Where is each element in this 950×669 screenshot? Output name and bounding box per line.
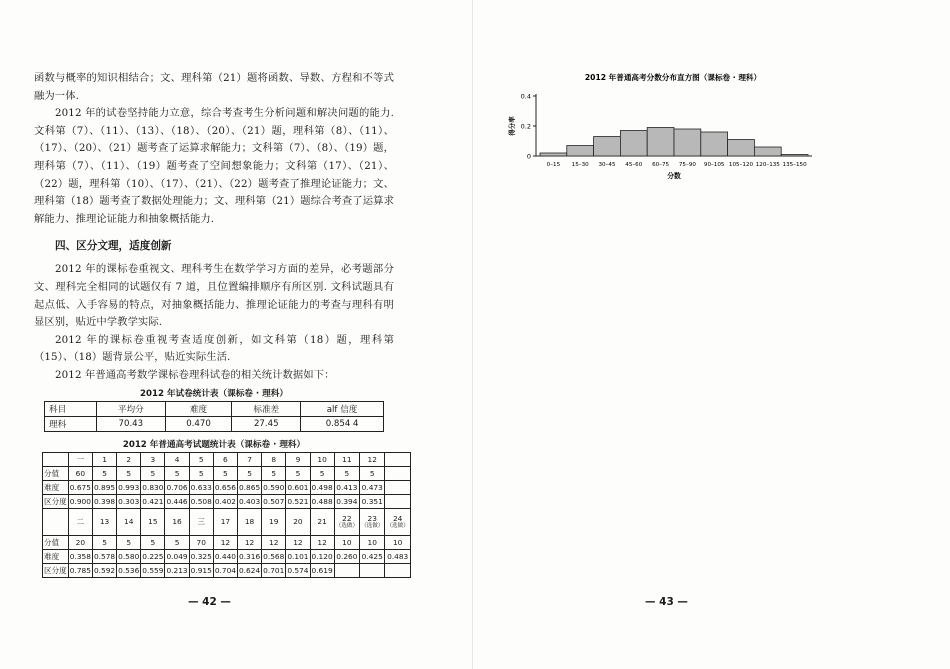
cell-value: 19 <box>269 517 279 526</box>
table-row <box>43 535 411 549</box>
cell-value: 5 <box>247 468 252 478</box>
cell-value: 0.483 <box>387 551 409 561</box>
empty-cell <box>385 452 410 466</box>
cell-value: 11 <box>342 454 352 464</box>
cell-value: 0.425 <box>361 551 383 561</box>
table-cell <box>141 466 165 480</box>
cell-value: 23 <box>367 513 377 523</box>
table-cell <box>286 508 310 535</box>
table-cell <box>262 480 286 494</box>
histogram-bar <box>754 147 781 156</box>
table-cell <box>286 563 310 577</box>
cell-value: 0.675 <box>69 482 91 492</box>
table-cell <box>213 466 237 480</box>
table-cell <box>237 549 261 563</box>
cell-value: 0.498 <box>311 482 333 492</box>
table-cell <box>92 452 116 466</box>
table-header-cell: 难度 <box>165 401 232 416</box>
cell-value: 5 <box>198 454 204 464</box>
table-cell <box>165 480 189 494</box>
y-tick-label: 0 <box>526 152 531 161</box>
cell-value: 0.900 <box>69 496 91 506</box>
cell-value: 0.260 <box>336 551 358 561</box>
cell-value: 1 <box>102 454 107 464</box>
x-tick-label: 105–120 <box>728 162 754 168</box>
x-tick-label: 15–30 <box>571 162 589 168</box>
section-heading: 四、区分文理，适度创新 <box>55 240 172 253</box>
table-caption: 2012 年试卷统计表（课标卷 · 理科） <box>140 388 288 399</box>
table-header-cell: 科目 <box>45 401 97 416</box>
histogram-bar <box>567 146 594 157</box>
cell-value: 三 <box>197 517 205 526</box>
table-cell <box>310 549 334 563</box>
cell-value: 0.701 <box>263 565 285 575</box>
cell-note: （选做） <box>361 522 384 529</box>
table-cell <box>213 535 237 549</box>
empty-cell <box>385 480 410 494</box>
table-cell <box>165 466 189 480</box>
table-cell <box>334 535 359 549</box>
y-tick-label: 0.4 <box>520 92 531 101</box>
cell-value: 0.120 <box>311 551 333 561</box>
cell-value: 60 <box>75 468 86 478</box>
cell-value: 5 <box>295 468 301 478</box>
table-cell <box>310 494 334 508</box>
cell-value: 5 <box>126 537 132 547</box>
table-cell <box>262 452 286 466</box>
table-row <box>43 549 411 563</box>
table-cell <box>141 549 165 563</box>
table-cell <box>213 494 237 508</box>
table-cell <box>141 563 165 577</box>
cell-value: 0.101 <box>287 551 309 561</box>
table-cell <box>189 480 213 494</box>
table-caption: 2012 年普通高考试题统计表（课标卷 · 理科） <box>122 439 306 450</box>
cell-value: 5 <box>174 468 180 478</box>
table-cell <box>213 480 237 494</box>
cell-value: 0.402 <box>214 496 236 506</box>
row-label: 区分度 <box>43 563 69 577</box>
cell-value: 17 <box>220 517 231 526</box>
cell-value: 5 <box>198 468 204 478</box>
table-cell <box>310 535 334 549</box>
cell-value: 5 <box>223 468 228 478</box>
table-cell <box>189 535 213 549</box>
cell-value: 5 <box>126 468 132 478</box>
cell-value: 2 <box>126 454 132 464</box>
table-cell <box>286 452 310 466</box>
histogram-bar <box>540 153 567 156</box>
table-cell <box>165 563 189 577</box>
cell-value: 0.394 <box>336 496 358 506</box>
histogram-bar <box>701 132 728 156</box>
row-label: 难度 <box>43 549 69 563</box>
row-label: 区分度 <box>43 494 69 508</box>
cell-value: 3 <box>150 454 156 464</box>
cell-value: 5 <box>319 468 325 478</box>
table-cell <box>213 549 237 563</box>
x-tick-label: 120–135 <box>755 162 780 168</box>
table-cell <box>360 535 385 549</box>
table-cell <box>360 494 385 508</box>
histogram-bar <box>594 137 621 157</box>
cell-value: 5 <box>102 468 107 478</box>
table-cell <box>334 549 359 563</box>
x-tick-label: 45–60 <box>625 162 643 168</box>
table-cell <box>189 494 213 508</box>
table-cell <box>286 466 310 480</box>
table-cell: 0.470 <box>165 416 232 431</box>
table-cell <box>189 549 213 563</box>
cell-value: 5 <box>271 468 277 478</box>
cell-value: 0.568 <box>263 551 285 561</box>
exam-summary-table <box>44 401 384 432</box>
cell-value: 12 <box>317 537 327 547</box>
table-cell <box>237 535 261 549</box>
table-cell <box>334 508 359 535</box>
cell-value: 6 <box>223 454 228 464</box>
page-number: — 42 — <box>188 596 231 608</box>
cell-value: 0.706 <box>166 482 188 492</box>
cell-value: 0.915 <box>190 565 212 575</box>
cell-value: 0.578 <box>93 551 116 561</box>
cell-note: （选做） <box>386 522 409 529</box>
table-cell <box>92 535 116 549</box>
paragraph: 2012 年普通高考数学课标卷理科试卷的相关统计数据如下： <box>55 368 335 381</box>
cell-value: 12 <box>367 454 377 464</box>
table-cell <box>334 494 359 508</box>
table-cell <box>262 549 286 563</box>
cell-value: 0.403 <box>238 496 261 506</box>
table-cell <box>92 480 116 494</box>
table-cell <box>92 508 116 535</box>
x-tick-label: 135–150 <box>782 162 807 168</box>
table-cell <box>360 549 385 563</box>
cell-value: 20 <box>75 537 86 547</box>
page-fold <box>472 0 473 669</box>
table-row <box>45 416 384 431</box>
table-header-cell: alf 信度 <box>301 401 384 416</box>
table-cell <box>117 535 141 549</box>
cell-value: 5 <box>150 537 156 547</box>
cell-value: 二 <box>76 517 85 526</box>
cell-value: 13 <box>99 517 110 526</box>
table-header-cell: 标准差 <box>232 401 301 416</box>
table-cell <box>68 452 92 466</box>
table-cell <box>262 535 286 549</box>
table-cell <box>360 452 385 466</box>
table-cell <box>141 452 165 466</box>
cell-value: 12 <box>220 537 231 547</box>
paragraph: 2012 年的课标卷重视考查适度创新，如文科第（18）题，理科第（15）、（18）题背景公平，贴近实际生活. <box>34 333 394 364</box>
cell-value: 22 <box>342 513 352 523</box>
table-cell <box>117 452 141 466</box>
table-cell <box>385 535 410 549</box>
histogram-bar <box>647 128 674 157</box>
cell-value: 0.619 <box>311 565 333 575</box>
cell-value: 0.508 <box>190 496 212 506</box>
table-cell <box>117 494 141 508</box>
histogram-bar <box>781 155 808 157</box>
y-tick-label: 0.2 <box>520 122 531 131</box>
cell-value: 0.536 <box>118 565 140 575</box>
cell-value: 0.592 <box>93 565 116 575</box>
paragraph: 2012 年的试卷坚持能力立意，综合考查考生分析问题和解决问题的能力. 文科第（7）、（11）、（13）、（18）、（20）、（21）题，理科第（8）、（11）、（17）、（20）、（21）题考查了运算求解能力；文科第（7）、（8）、（19）题，理科第（7）、（11）、（19）题考查了空间想象能力；文科第（17）、（21）、（22）题，理科第（10）、（17）、（21）、（22）题考查了推理论证能力；文、理科第（18）题考查了数据处理能力；文、理科第（21）题综合考查了运算求解能力、推理论证能力和抽象概括能力. <box>34 107 394 225</box>
table-cell <box>286 549 310 563</box>
cell-value: 16 <box>172 517 182 526</box>
table-cell <box>92 494 116 508</box>
table-cell <box>92 563 116 577</box>
x-axis-label: 分数 <box>667 172 681 180</box>
cell-value: 0.559 <box>142 565 164 575</box>
table-cell <box>286 480 310 494</box>
table-cell <box>385 549 410 563</box>
table-cell <box>286 494 310 508</box>
table-cell <box>141 494 165 508</box>
table-header-cell: 平均分 <box>96 401 165 416</box>
cell-value: 0.656 <box>214 482 236 492</box>
cell-value: 10 <box>342 537 352 547</box>
table-header-row <box>45 401 384 416</box>
item-statistics-table <box>42 452 411 578</box>
table-cell <box>117 466 141 480</box>
cell-value: 4 <box>174 454 180 464</box>
cell-value: 24 <box>392 513 403 523</box>
table-cell <box>237 480 261 494</box>
cell-value: 0.316 <box>238 551 261 561</box>
cell-value: 0.049 <box>166 551 188 561</box>
table-cell <box>68 480 92 494</box>
table-cell: 70.43 <box>96 416 165 431</box>
table-cell <box>360 563 385 577</box>
cell-value: 0.225 <box>142 551 164 561</box>
table-cell <box>189 452 213 466</box>
table-cell <box>117 508 141 535</box>
table-cell <box>165 508 189 535</box>
score-histogram <box>500 68 830 188</box>
cell-value: 5 <box>150 468 156 478</box>
cell-value: 0.624 <box>238 565 261 575</box>
table-cell <box>237 563 261 577</box>
cell-value: 15 <box>148 517 158 526</box>
chart-title: 2012 年普通高考分数分布直方图（课标卷 · 理科） <box>584 73 762 82</box>
table-cell <box>334 563 359 577</box>
cell-value: 10 <box>367 537 377 547</box>
cell-value: 5 <box>102 537 107 547</box>
table-cell <box>213 508 237 535</box>
cell-value: 0.440 <box>214 551 236 561</box>
left-page <box>34 70 409 578</box>
cell-value: 0.895 <box>93 482 116 492</box>
cell-value: 0.521 <box>287 496 309 506</box>
table-cell <box>310 563 334 577</box>
table-cell <box>360 466 385 480</box>
cell-value: 9 <box>295 454 301 464</box>
table-cell <box>117 549 141 563</box>
table-cell <box>68 494 92 508</box>
cell-value: 0.993 <box>118 482 140 492</box>
table-cell <box>385 508 410 535</box>
table-row <box>43 494 411 508</box>
table-cell <box>360 480 385 494</box>
table-cell <box>310 480 334 494</box>
table-cell <box>165 494 189 508</box>
table-cell <box>310 452 334 466</box>
histogram-bar <box>620 131 647 157</box>
cell-value: 0.413 <box>336 482 358 492</box>
cell-value: 12 <box>293 537 303 547</box>
cell-value: 0.213 <box>166 565 188 575</box>
cell-value: 0.488 <box>311 496 333 506</box>
row-label: 分值 <box>43 466 69 480</box>
table-cell <box>286 535 310 549</box>
cell-value: 0.633 <box>190 482 212 492</box>
page-number: — 43 — <box>645 596 688 608</box>
cell-value: 0.590 <box>263 482 285 492</box>
cell-value: 12 <box>269 537 279 547</box>
table-cell <box>165 535 189 549</box>
table-cell <box>262 563 286 577</box>
table-cell <box>117 563 141 577</box>
cell-value: 8 <box>271 454 277 464</box>
table-row <box>43 480 411 494</box>
cell-value: 0.785 <box>69 565 91 575</box>
table-cell <box>334 466 359 480</box>
table-cell <box>141 535 165 549</box>
cell-value: 一 <box>76 454 85 464</box>
x-tick-label: 60–75 <box>652 162 670 168</box>
x-tick-label: 90–105 <box>703 162 725 168</box>
table-cell <box>117 480 141 494</box>
cell-value: 21 <box>317 517 327 526</box>
table-cell <box>213 563 237 577</box>
cell-note: （选做） <box>335 522 359 529</box>
table-cell <box>310 466 334 480</box>
cell-value: 7 <box>247 454 252 464</box>
cell-value: 0.358 <box>69 551 91 561</box>
cell-value: 14 <box>124 517 134 526</box>
table-cell <box>237 494 261 508</box>
table-cell <box>262 494 286 508</box>
table-header-row <box>43 452 411 466</box>
row-label: 难度 <box>43 480 69 494</box>
table-cell <box>385 563 410 577</box>
table-cell: 理科 <box>45 416 97 431</box>
cell-value: 0.574 <box>287 565 309 575</box>
table-cell <box>334 452 359 466</box>
cell-value: 20 <box>293 517 303 526</box>
cell-value: 0.446 <box>166 496 188 506</box>
empty-cell <box>385 494 410 508</box>
cell-value: 12 <box>244 537 255 547</box>
table-cell <box>68 535 92 549</box>
cell-value: 0.580 <box>118 551 140 561</box>
table-cell <box>360 508 385 535</box>
cell-value: 5 <box>174 537 180 547</box>
table-cell <box>237 466 261 480</box>
table-cell: 27.45 <box>232 416 301 431</box>
table-cell <box>334 480 359 494</box>
cell-value: 5 <box>344 468 350 478</box>
histogram-bar <box>674 129 701 156</box>
table-cell <box>189 508 213 535</box>
cell-value: 0.303 <box>118 496 140 506</box>
table-cell <box>262 508 286 535</box>
table-row <box>43 466 411 480</box>
row-label <box>43 508 69 535</box>
paragraph: 2012 年的课标卷重视文、理科考生在数学学习方面的差异，必考题部分文、理科完全相同的试题仅有 7 道，且位置编排顺序有所区别. 文科试题具有起点低、入手容易的特点，对抽象概括能力、推理论证能力的考查与理科有明显区别，贴近中学教学实际. <box>34 263 394 329</box>
table-cell <box>141 480 165 494</box>
table-cell <box>237 508 261 535</box>
cell-value: 18 <box>244 517 255 526</box>
cell-value: 0.704 <box>214 565 236 575</box>
cell-value: 0.830 <box>142 482 164 492</box>
cell-value: 0.325 <box>190 551 212 561</box>
table-cell <box>262 466 286 480</box>
table-cell <box>92 466 116 480</box>
cell-value: 0.398 <box>93 496 116 506</box>
cell-value: 0.601 <box>287 482 309 492</box>
table-cell <box>141 508 165 535</box>
table-cell <box>68 466 92 480</box>
table-cell <box>189 563 213 577</box>
row-label: 分值 <box>43 535 69 549</box>
cell-value: 0.473 <box>361 482 383 492</box>
y-axis-label: 得分率 <box>508 116 516 136</box>
cell-value: 70 <box>196 537 206 547</box>
table-cell <box>68 508 92 535</box>
x-tick-label: 30–45 <box>598 162 616 168</box>
table-cell <box>92 549 116 563</box>
cell-value: 5 <box>369 468 375 478</box>
table-cell <box>68 563 92 577</box>
paragraph: 函数与概率的知识相结合；文、理科第（21）题将函数、导数、方程和不等式融为一体. <box>34 72 394 102</box>
table-cell: 0.854 4 <box>301 416 384 431</box>
x-tick-label: 75–90 <box>678 162 696 168</box>
table-cell <box>213 452 237 466</box>
histogram-bar <box>728 140 755 157</box>
table-cell <box>237 452 261 466</box>
cell-value: 0.865 <box>238 482 261 492</box>
cell-value: 0.507 <box>263 496 285 506</box>
table-cell <box>310 508 334 535</box>
table-cell <box>68 549 92 563</box>
table-cell <box>165 452 189 466</box>
table-cell <box>165 549 189 563</box>
cell-value: 10 <box>317 454 327 464</box>
x-tick-label: 0–15 <box>546 162 561 168</box>
cell-value: 0.351 <box>361 496 383 506</box>
cell-value: 0.421 <box>142 496 164 506</box>
cell-value: 10 <box>392 537 403 547</box>
empty-cell <box>385 466 410 480</box>
row-label <box>43 452 69 466</box>
table-row <box>43 563 411 577</box>
table-cell <box>189 466 213 480</box>
table-header-row <box>43 508 411 535</box>
